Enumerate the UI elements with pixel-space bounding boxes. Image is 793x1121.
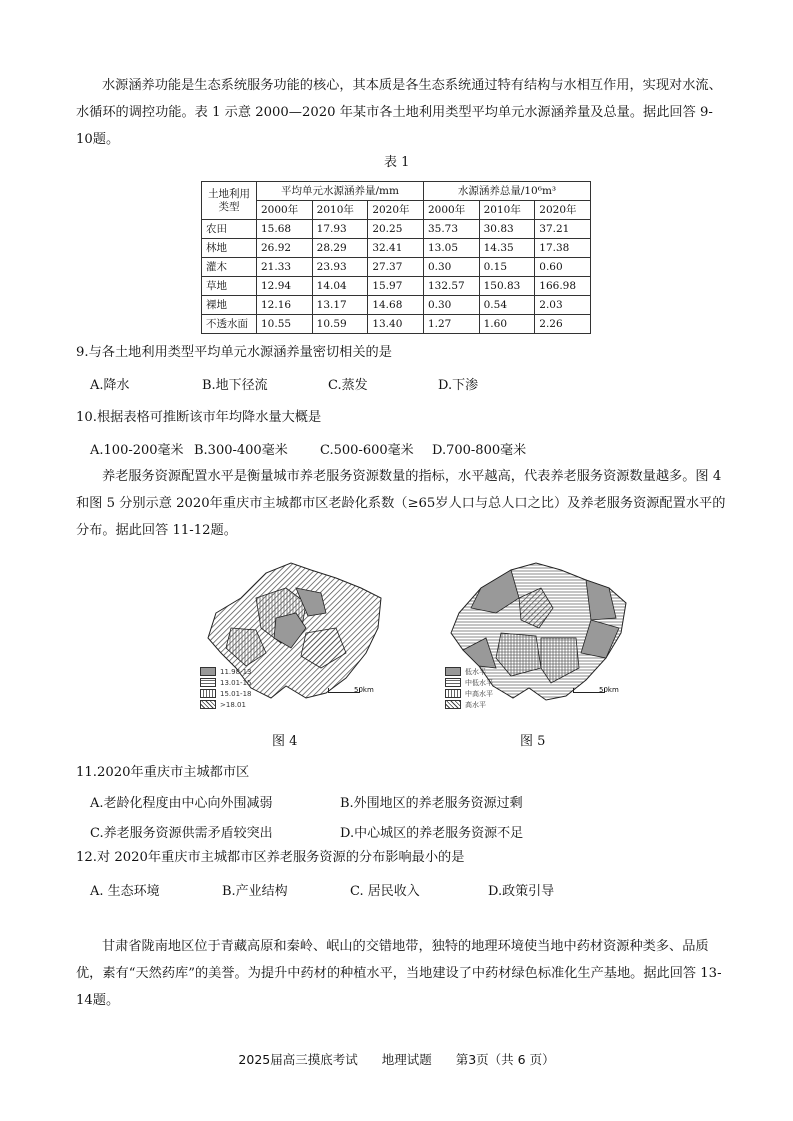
cell: 1.60 bbox=[479, 315, 535, 334]
option-a[interactable]: A. 生态环境 bbox=[90, 884, 160, 899]
cell: 27.37 bbox=[368, 258, 424, 277]
question-12-options bbox=[90, 880, 554, 899]
legend-swatch bbox=[445, 700, 461, 709]
row-label: 裸地 bbox=[202, 296, 257, 315]
figure-5-map bbox=[441, 558, 631, 716]
cell: 10.55 bbox=[257, 315, 313, 334]
row-label: 不透水面 bbox=[202, 315, 257, 334]
table-row bbox=[202, 277, 591, 296]
figure-4-caption: 图 4 bbox=[272, 734, 298, 749]
page-footer bbox=[0, 1050, 793, 1068]
cell: 132.57 bbox=[423, 277, 479, 296]
year-header: 2000年 bbox=[257, 201, 313, 220]
legend-swatch bbox=[200, 700, 216, 709]
option-c[interactable]: C.500-600毫米 bbox=[320, 443, 414, 458]
cell: 17.93 bbox=[312, 220, 368, 239]
cell: 37.21 bbox=[535, 220, 591, 239]
intro-text: 甘肃省陇南地区位于青藏高原和秦岭、岷山的交错地带，独特的地理环境使当地中药材资源种类多、品质优，素有“天然药库”的美誉。为提升中药材的种植水平，当地建设了中药材绿色标准化生产基地。据此回答 13-14题。 bbox=[76, 939, 722, 1008]
option-a[interactable]: A.降水 bbox=[90, 378, 130, 393]
page-number: 第3页（共 6 页） bbox=[455, 1052, 555, 1067]
question-10-stem: 10.根据表格可推断该市年均降水量大概是 bbox=[76, 410, 322, 425]
option-d[interactable]: D.政策引导 bbox=[488, 884, 555, 899]
option-c[interactable]: C.蒸发 bbox=[328, 378, 368, 393]
cell: 1.27 bbox=[423, 315, 479, 334]
cell: 14.35 bbox=[479, 239, 535, 258]
cell: 0.54 bbox=[479, 296, 535, 315]
cell: 14.04 bbox=[312, 277, 368, 296]
year-header: 2010年 bbox=[312, 201, 368, 220]
cell: 13.40 bbox=[368, 315, 424, 334]
legend-swatch bbox=[445, 667, 461, 676]
exam-name: 2025届高三摸底考试 bbox=[238, 1052, 358, 1067]
figure-5-legend bbox=[445, 666, 493, 710]
table-row bbox=[202, 296, 591, 315]
legend-swatch bbox=[200, 667, 216, 676]
legend-item bbox=[200, 677, 251, 688]
option-d[interactable]: D.700-800毫米 bbox=[432, 443, 527, 458]
cell: 10.59 bbox=[312, 315, 368, 334]
option-b[interactable]: B.外围地区的养老服务资源过剩 bbox=[340, 796, 523, 811]
year-header: 2010年 bbox=[479, 201, 535, 220]
intro-paragraph-water bbox=[76, 72, 726, 153]
scale-bar bbox=[328, 686, 374, 694]
legend-item bbox=[445, 699, 493, 710]
table-row bbox=[202, 315, 591, 334]
legend-label: 11.98-13 bbox=[220, 667, 252, 676]
figure-4-legend bbox=[200, 666, 251, 710]
intro-text: 水源涵养功能是生态系统服务功能的核心，其本质是各生态系统通过特有结构与水相互作用，实现对水流、水循环的调控功能。表 1 示意 2000—2020 年某市各土地利用类型平均单元水源涵养量及总量。据此回答 9-10题。 bbox=[76, 78, 722, 147]
cell: 15.97 bbox=[368, 277, 424, 296]
legend-swatch bbox=[200, 689, 216, 698]
question-11-stem: 11.2020年重庆市主城都市区 bbox=[76, 765, 250, 780]
legend-item bbox=[200, 699, 251, 710]
question-9-options bbox=[90, 374, 478, 393]
option-b[interactable]: B.产业结构 bbox=[222, 884, 288, 899]
header-total: 水源涵养总量/10⁶m³ bbox=[423, 182, 590, 201]
option-c[interactable]: C. 居民收入 bbox=[350, 884, 420, 899]
subject-name: 地理试题 bbox=[381, 1052, 432, 1067]
legend-label: 13.01-15 bbox=[220, 678, 252, 687]
legend-item bbox=[445, 677, 493, 688]
legend-swatch bbox=[445, 678, 461, 687]
cell: 150.83 bbox=[479, 277, 535, 296]
cell: 0.60 bbox=[535, 258, 591, 277]
year-header: 2020年 bbox=[535, 201, 591, 220]
option-d[interactable]: D.下渗 bbox=[438, 378, 479, 393]
cell: 32.41 bbox=[368, 239, 424, 258]
option-a[interactable]: A.老龄化程度由中心向外围减弱 bbox=[90, 796, 273, 811]
figure-4-map bbox=[196, 558, 386, 716]
option-b[interactable]: B.300-400毫米 bbox=[194, 443, 288, 458]
cell: 15.68 bbox=[257, 220, 313, 239]
legend-item bbox=[200, 666, 251, 677]
cell: 0.15 bbox=[479, 258, 535, 277]
cell: 21.33 bbox=[257, 258, 313, 277]
legend-label: 低水平 bbox=[465, 667, 486, 676]
cell: 20.25 bbox=[368, 220, 424, 239]
cell: 14.68 bbox=[368, 296, 424, 315]
cell: 26.92 bbox=[257, 239, 313, 258]
row-label: 林地 bbox=[202, 239, 257, 258]
row-label: 灌木 bbox=[202, 258, 257, 277]
cell: 30.83 bbox=[479, 220, 535, 239]
cell: 12.16 bbox=[257, 296, 313, 315]
legend-label: >18.01 bbox=[220, 700, 246, 709]
year-header: 2020年 bbox=[368, 201, 424, 220]
intro-text: 养老服务资源配置水平是衡量城市养老服务资源数量的指标，水平越高，代表养老服务资源数量越多。图 4 和图 5 分别示意 2020年重庆市主城都市区老龄化系数（≥65岁人口与总人口之比）及养老服务资源配置水平的分布。据此回答 11-12题。 bbox=[76, 469, 726, 538]
option-b[interactable]: B.地下径流 bbox=[202, 378, 268, 393]
question-12-stem: 12.对 2020年重庆市主城都市区养老服务资源的分布影响最小的是 bbox=[76, 850, 465, 865]
year-header: 2000年 bbox=[423, 201, 479, 220]
cell: 0.30 bbox=[423, 258, 479, 277]
intro-paragraph-elderly bbox=[76, 463, 726, 544]
scale-label: 50km bbox=[354, 686, 374, 694]
legend-item bbox=[445, 688, 493, 699]
header-avg: 平均单元水源涵养量/mm bbox=[257, 182, 424, 201]
row-label: 草地 bbox=[202, 277, 257, 296]
table-row bbox=[202, 239, 591, 258]
table-row bbox=[202, 220, 591, 239]
option-a[interactable]: A.100-200毫米 bbox=[90, 443, 184, 458]
legend-item bbox=[445, 666, 493, 677]
cell: 17.38 bbox=[535, 239, 591, 258]
scale-bar bbox=[573, 686, 619, 694]
legend-label: 中低水平 bbox=[465, 678, 493, 687]
legend-swatch bbox=[445, 689, 461, 698]
legend-swatch bbox=[200, 678, 216, 687]
table-row bbox=[202, 258, 591, 277]
option-d[interactable]: D.中心城区的养老服务资源不足 bbox=[340, 826, 524, 841]
cell: 166.98 bbox=[535, 277, 591, 296]
question-10-options bbox=[90, 439, 526, 458]
cell: 12.94 bbox=[257, 277, 313, 296]
cell: 0.30 bbox=[423, 296, 479, 315]
cell: 28.29 bbox=[312, 239, 368, 258]
cell: 13.05 bbox=[423, 239, 479, 258]
figure-5-caption: 图 5 bbox=[520, 734, 546, 749]
scale-label: 50km bbox=[599, 686, 619, 694]
water-conservation-table bbox=[201, 181, 591, 334]
legend-label: 高水平 bbox=[465, 700, 486, 709]
intro-paragraph-longnan bbox=[76, 933, 726, 1014]
legend-item bbox=[200, 688, 251, 699]
cell: 2.26 bbox=[535, 315, 591, 334]
option-c[interactable]: C.养老服务资源供需矛盾较突出 bbox=[90, 826, 273, 841]
cell: 23.93 bbox=[312, 258, 368, 277]
cell: 2.03 bbox=[535, 296, 591, 315]
cell: 13.17 bbox=[312, 296, 368, 315]
question-9-stem: 9.与各土地利用类型平均单元水源涵养量密切相关的是 bbox=[76, 345, 392, 360]
cell: 35.73 bbox=[423, 220, 479, 239]
row-label: 农田 bbox=[202, 220, 257, 239]
legend-label: 中高水平 bbox=[465, 689, 493, 698]
legend-label: 15.01-18 bbox=[220, 689, 252, 698]
header-landuse: 土地利用类型 bbox=[202, 182, 257, 220]
table-caption: 表 1 bbox=[384, 155, 410, 170]
